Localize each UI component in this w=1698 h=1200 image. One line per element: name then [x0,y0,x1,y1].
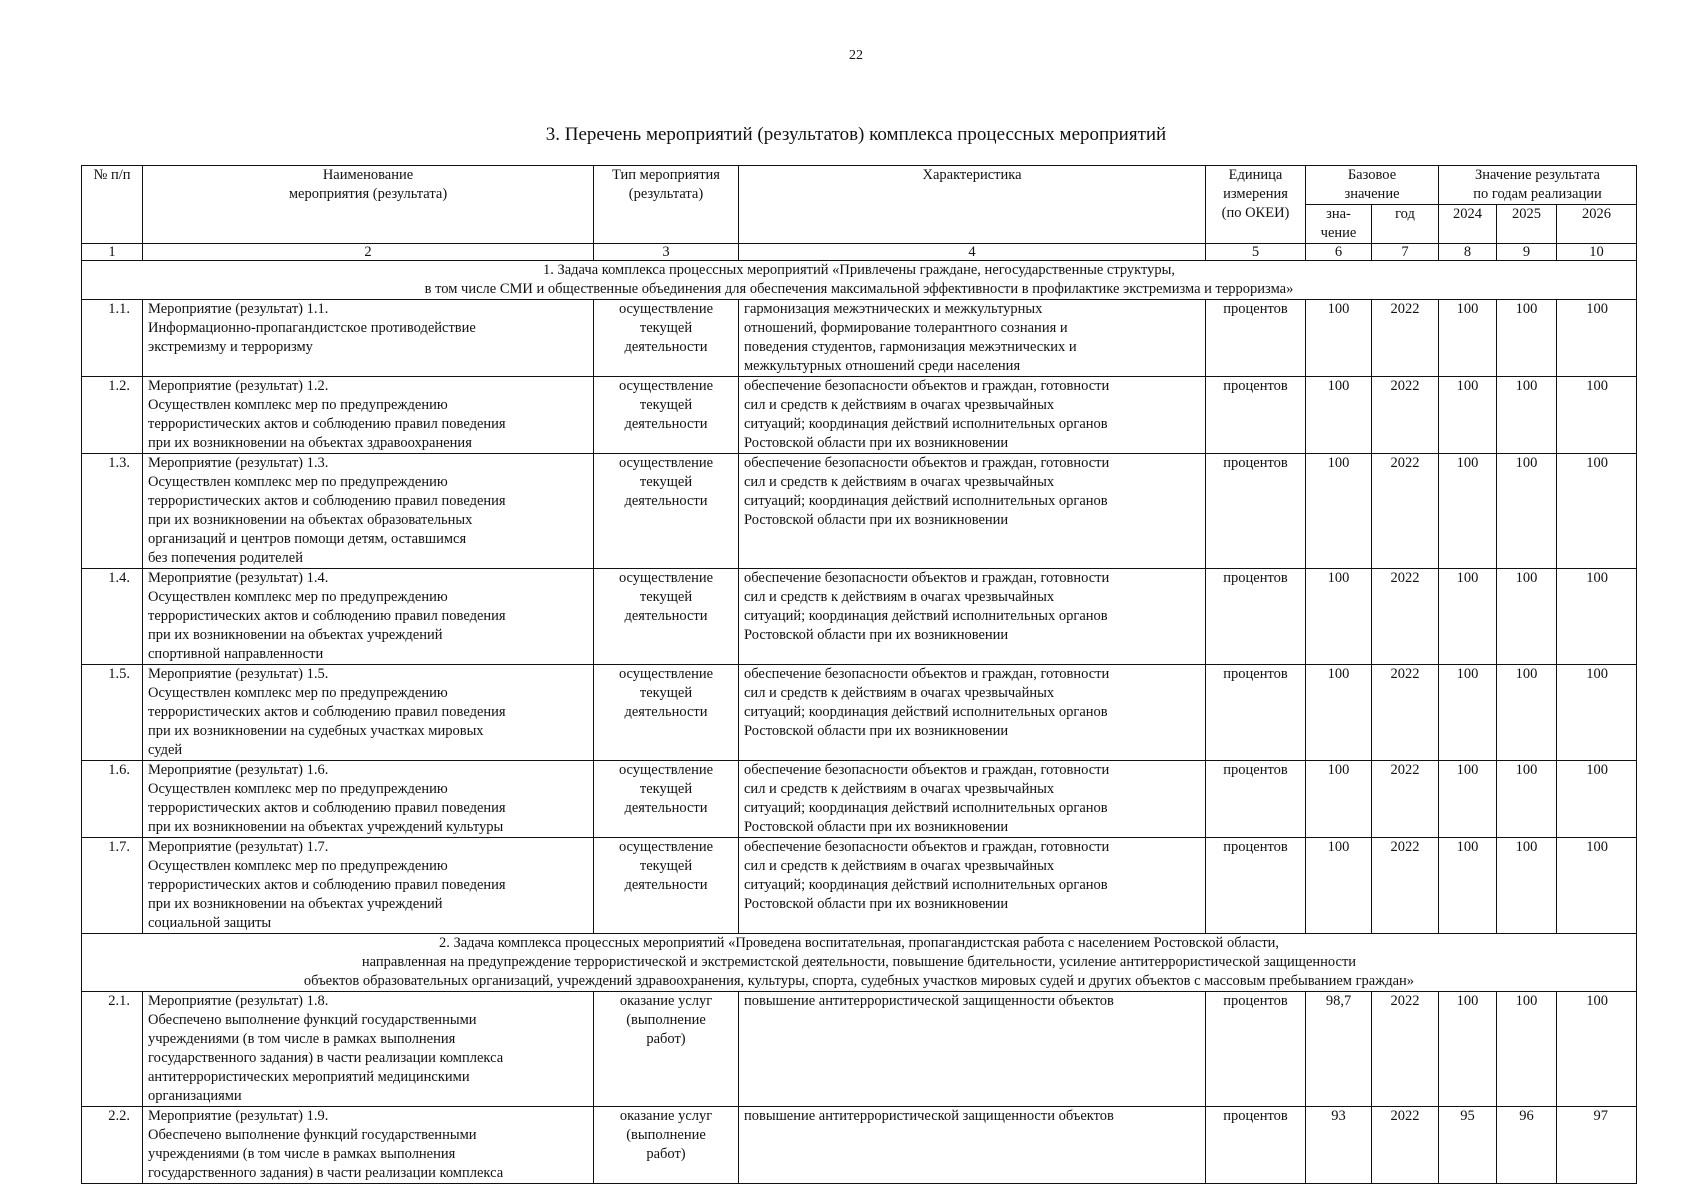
header-year-2024: 2024 [1439,205,1497,244]
measure-name: Мероприятие (результат) 1.1. Информационно-пропагандистское противодействие экстремизму и терроризму [143,300,594,377]
row-index: 1.3. [82,454,143,569]
base-value: 100 [1306,665,1372,761]
value-2026: 100 [1557,377,1637,454]
measure-characteristic: обеспечение безопасности объектов и граждан, готовности сил и средств к действиям в очагах чрезвычайных ситуаций; координация действий исполнительных органов Ростовской области при их возникновении [739,838,1206,934]
column-numbers-row [82,244,1637,261]
column-number: 3 [594,244,739,261]
measure-type: осуществление текущей деятельности [594,761,739,838]
base-year: 2022 [1372,569,1439,665]
table-row [82,992,1637,1107]
measure-unit: процентов [1206,377,1306,454]
header-year-2025: 2025 [1497,205,1557,244]
row-index: 1.4. [82,569,143,665]
value-2024: 100 [1439,761,1497,838]
row-index: 1.2. [82,377,143,454]
table-row [82,377,1637,454]
measure-unit: процентов [1206,992,1306,1107]
base-value: 100 [1306,454,1372,569]
measure-characteristic: обеспечение безопасности объектов и граждан, готовности сил и средств к действиям в очагах чрезвычайных ситуаций; координация действий исполнительных органов Ростовской области при их возникновении [739,761,1206,838]
header-base-value-year: год [1372,205,1439,244]
measure-name: Мероприятие (результат) 1.8. Обеспечено выполнение функций государственными учреждениями (в том числе в рамках выполнения государственного задания) в части реализации комплекса антитеррористических мероприятий медицинскими организациями [143,992,594,1107]
measure-characteristic: повышение антитеррористической защищенности объектов [739,992,1206,1107]
column-number: 5 [1206,244,1306,261]
measure-unit: процентов [1206,569,1306,665]
value-2025: 96 [1497,1107,1557,1184]
header-year-2026: 2026 [1557,205,1637,244]
value-2025: 100 [1497,665,1557,761]
base-value: 100 [1306,569,1372,665]
measure-unit: процентов [1206,454,1306,569]
header-result-by-years: Значение результата по годам реализации [1439,166,1637,205]
table-row [82,1107,1637,1184]
column-number: 9 [1497,244,1557,261]
value-2026: 97 [1557,1107,1637,1184]
base-year: 2022 [1372,454,1439,569]
measure-characteristic: гармонизация межэтнических и межкультурных отношений, формирование толерантного сознания и поведения студентов, гармонизация межэтнических и межкультурных отношений среди населения [739,300,1206,377]
column-number: 4 [739,244,1206,261]
measure-type: осуществление текущей деятельности [594,569,739,665]
measure-name: Мероприятие (результат) 1.9. Обеспечено выполнение функций государственными учреждениями (в том числе в рамках выполнения государственного задания) в части реализации комплекса [143,1107,594,1184]
value-2025: 100 [1497,454,1557,569]
measure-characteristic: обеспечение безопасности объектов и граждан, готовности сил и средств к действиям в очагах чрезвычайных ситуаций; координация действий исполнительных органов Ростовской области при их возникновении [739,454,1206,569]
measure-type: осуществление текущей деятельности [594,665,739,761]
base-value: 100 [1306,761,1372,838]
table-row [82,761,1637,838]
measure-unit: процентов [1206,761,1306,838]
measure-name: Мероприятие (результат) 1.7. Осуществлен комплекс мер по предупреждению террористических актов и соблюдению правил поведения при их возникновении на объектах учреждений социальной защиты [143,838,594,934]
table-row [82,300,1637,377]
row-index: 2.1. [82,992,143,1107]
header-type: Тип мероприятия (результата) [594,166,739,244]
row-index: 1.7. [82,838,143,934]
base-year: 2022 [1372,761,1439,838]
table-row [82,838,1637,934]
header-no: № п/п [82,166,143,244]
header-base-value-value: зна- чение [1306,205,1372,244]
column-number: 10 [1557,244,1637,261]
value-2026: 100 [1557,454,1637,569]
measure-characteristic: обеспечение безопасности объектов и граждан, готовности сил и средств к действиям в очагах чрезвычайных ситуаций; координация действий исполнительных органов Ростовской области при их возникновении [739,665,1206,761]
value-2024: 100 [1439,300,1497,377]
base-year: 2022 [1372,992,1439,1107]
measures-table [81,165,1637,1184]
measure-characteristic: обеспечение безопасности объектов и граждан, готовности сил и средств к действиям в очагах чрезвычайных ситуаций; координация действий исполнительных органов Ростовской области при их возникновении [739,569,1206,665]
base-value: 93 [1306,1107,1372,1184]
measure-type: осуществление текущей деятельности [594,838,739,934]
base-year: 2022 [1372,838,1439,934]
base-value: 98,7 [1306,992,1372,1107]
row-index: 1.5. [82,665,143,761]
header-base-value: Базовое значение [1306,166,1439,205]
value-2024: 100 [1439,838,1497,934]
measure-name: Мероприятие (результат) 1.2. Осуществлен комплекс мер по предупреждению террористических актов и соблюдению правил поведения при их возникновении на объектах здравоохранения [143,377,594,454]
measure-type: осуществление текущей деятельности [594,300,739,377]
task-2-title: 2. Задача комплекса процессных мероприятий «Проведена воспитательная, пропагандистская работа с населением Ростовской области, направленная на предупреждение террористической и экстремистской деятельности, повышение бдительности, усиление антитеррористической защищенности объектов образовательных организаций, учреждений здравоохранения, культуры, спорта, судебных участков мировых судей и других объектов с массовым пребыванием граждан» [82,934,1637,992]
measure-unit: процентов [1206,1107,1306,1184]
value-2025: 100 [1497,992,1557,1107]
column-number: 2 [143,244,594,261]
header-name: Наименование мероприятия (результата) [143,166,594,244]
base-value: 100 [1306,377,1372,454]
value-2025: 100 [1497,300,1557,377]
value-2025: 100 [1497,761,1557,838]
column-number: 6 [1306,244,1372,261]
value-2026: 100 [1557,992,1637,1107]
table-row [82,665,1637,761]
base-year: 2022 [1372,1107,1439,1184]
value-2026: 100 [1557,665,1637,761]
value-2024: 100 [1439,992,1497,1107]
measure-name: Мероприятие (результат) 1.3. Осуществлен комплекс мер по предупреждению террористических актов и соблюдению правил поведения при их возникновении на объектах образовательных организаций и центров помощи детям, оставшимся без попечения родителей [143,454,594,569]
value-2025: 100 [1497,377,1557,454]
base-value: 100 [1306,838,1372,934]
row-index: 1.6. [82,761,143,838]
base-year: 2022 [1372,300,1439,377]
measure-name: Мероприятие (результат) 1.5. Осуществлен комплекс мер по предупреждению террористических актов и соблюдению правил поведения при их возникновении на судебных участках мировых судей [143,665,594,761]
measure-unit: процентов [1206,665,1306,761]
value-2025: 100 [1497,838,1557,934]
table-row [82,569,1637,665]
column-number: 7 [1372,244,1439,261]
value-2024: 100 [1439,454,1497,569]
base-year: 2022 [1372,377,1439,454]
page-number: 22 [849,48,863,63]
row-index: 1.1. [82,300,143,377]
measure-unit: процентов [1206,300,1306,377]
measure-type: оказание услуг (выполнение работ) [594,1107,739,1184]
value-2024: 100 [1439,665,1497,761]
table-row [82,454,1637,569]
value-2024: 100 [1439,569,1497,665]
measure-type: оказание услуг (выполнение работ) [594,992,739,1107]
value-2024: 100 [1439,377,1497,454]
measure-characteristic: повышение антитеррористической защищенности объектов [739,1107,1206,1184]
measure-name: Мероприятие (результат) 1.4. Осуществлен комплекс мер по предупреждению террористических актов и соблюдению правил поведения при их возникновении на объектах учреждений спортивной направленности [143,569,594,665]
measure-type: осуществление текущей деятельности [594,454,739,569]
measure-name: Мероприятие (результат) 1.6. Осуществлен комплекс мер по предупреждению террористических актов и соблюдению правил поведения при их возникновении на объектах учреждений культуры [143,761,594,838]
task-row [82,261,1637,300]
value-2026: 100 [1557,300,1637,377]
value-2025: 100 [1497,569,1557,665]
value-2026: 100 [1557,838,1637,934]
task-1-title: 1. Задача комплекса процессных мероприятий «Привлечены граждане, негосударственные структуры, в том числе СМИ и общественные объединения для обеспечения максимальной эффективности в профилактике экстремизма и терроризма» [82,261,1637,300]
measure-characteristic: обеспечение безопасности объектов и граждан, готовности сил и средств к действиям в очагах чрезвычайных ситуаций; координация действий исполнительных органов Ростовской области при их возникновении [739,377,1206,454]
header-characteristic: Характеристика [739,166,1206,244]
task-row [82,934,1637,992]
measure-unit: процентов [1206,838,1306,934]
header-unit: Единица измерения (по ОКЕИ) [1206,166,1306,244]
column-number: 1 [82,244,143,261]
value-2026: 100 [1557,569,1637,665]
column-number: 8 [1439,244,1497,261]
row-index: 2.2. [82,1107,143,1184]
value-2026: 100 [1557,761,1637,838]
base-value: 100 [1306,300,1372,377]
base-year: 2022 [1372,665,1439,761]
page-title: 3. Перечень мероприятий (результатов) комплекса процессных мероприятий [545,124,1167,145]
measure-type: осуществление текущей деятельности [594,377,739,454]
value-2024: 95 [1439,1107,1497,1184]
